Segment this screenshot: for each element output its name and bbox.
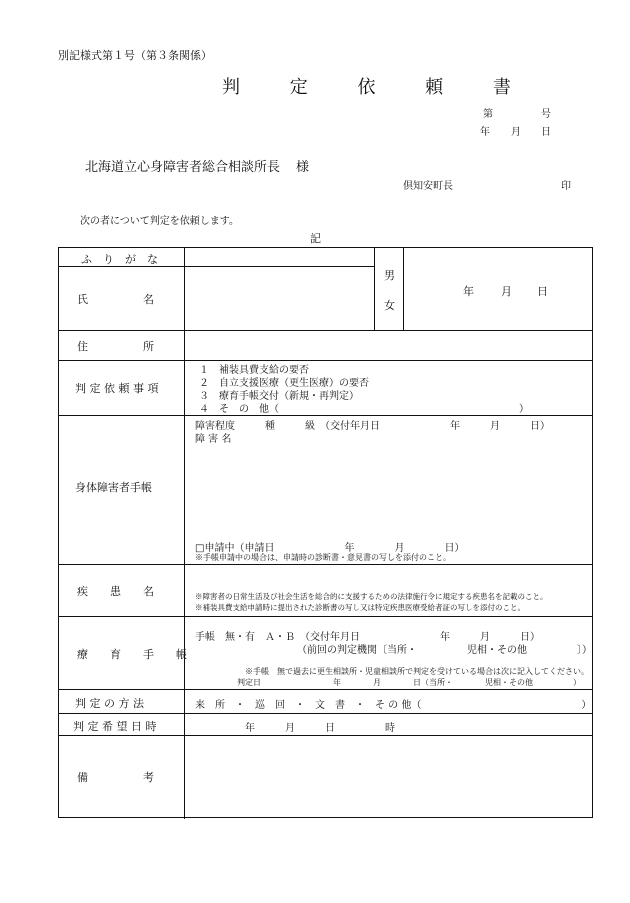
ryoiku-line-2[interactable]: （前回の判定機関〔当所・ 児相・その他 〕） [297,645,592,656]
hope-date-value[interactable]: 年 月 日 時 [245,723,395,734]
disease-label: 疾 患 名 [77,585,154,598]
hope-date-label: 判 定 希 望 日 時 [73,720,157,733]
furigana-label: ふ り が な [81,253,158,266]
furigana-field[interactable] [185,248,373,265]
form-number: 別記様式第１号（第３条関係） [58,49,212,62]
request-label: 判 定 依 頼 事 項 [75,382,159,395]
addressee: 北海道立心身障害者総合相談所長 [85,160,281,175]
ryoiku-label: 療 育 手 帳 [77,648,187,661]
name-label: 氏 名 [77,293,154,306]
handbook-note: ※手帳申請中の場合は、申請時の診断書・意見書の写しを添付のこと。 [195,553,451,562]
document-title: 判 定 依 頼 書 [222,77,533,98]
request-item-3[interactable]: ３ 療育手帳交付（新規・再判定） [199,391,359,402]
date-day: 日 [541,127,551,138]
ryoiku-note-2[interactable]: 判定日 年 月 日（当所・ 児相・その他 ） [237,678,581,687]
ryoiku-note: ※手帳 無で過去に更生相談所・児童相談所で判定を受けている場合は次に記入してください。 [245,667,589,676]
remarks-label: 備 考 [77,771,154,784]
address-field[interactable] [185,331,591,359]
addressee-honorific: 様 [296,160,310,175]
request-text: 次の者について判定を依頼します。 [80,216,239,227]
sender: 倶知安町長 [403,181,453,192]
sex-female-option[interactable]: 女 [384,299,395,312]
number-suffix: 号 [541,109,551,120]
request-item-1[interactable]: １ 補装具費支給の要否 [199,365,309,376]
disease-note-1: ※障害者の日常生活及び社会生活を総合的に支援するための法律施行令に規定する疾患名を記載のこと。 [195,592,548,601]
birth-month: 月 [501,285,512,298]
sex-male-option[interactable]: 男 [384,269,395,282]
date-month: 月 [511,127,521,138]
ryoiku-line-1[interactable]: 手帳 無・有 Ａ・Ｂ （交付年月日 年 月 日） [195,632,540,643]
birth-year: 年 [463,285,474,298]
handbook-grade[interactable]: 障害程度 種 級 （交付年月日 年 月 日） [195,421,550,432]
ki-mark: 記 [310,232,321,245]
name-field[interactable] [185,267,373,329]
disease-note-2: ※補装具費支給申請時に提出された診断書の写し又は特定疾患医療受給者証の写しを添付のこと。 [195,603,525,612]
request-form-table [58,247,593,818]
handbook-disability-name[interactable]: 障 害 名 [195,434,232,445]
request-item-2[interactable]: ２ 自立支援医療（更生医療）の要否 [199,378,369,389]
handbook-label: 身体障害者手帳 [75,481,152,494]
birth-day: 日 [537,285,548,298]
number-label: 第 [483,109,493,120]
method-label: 判 定 の 方 法 [75,697,144,710]
address-label: 住 所 [77,340,154,353]
seal-mark: 印 [561,181,571,192]
request-item-4[interactable]: ４ そ の 他（ ） [199,404,529,415]
method-value[interactable]: 来 所 ・ 巡 回 ・ 文 書 ・ そ の 他（ ） [195,700,592,711]
handbook-applying[interactable]: □申請中（申請日 年 月 日） [195,543,465,554]
remarks-field[interactable] [185,736,591,817]
date-year: 年 [480,127,490,138]
